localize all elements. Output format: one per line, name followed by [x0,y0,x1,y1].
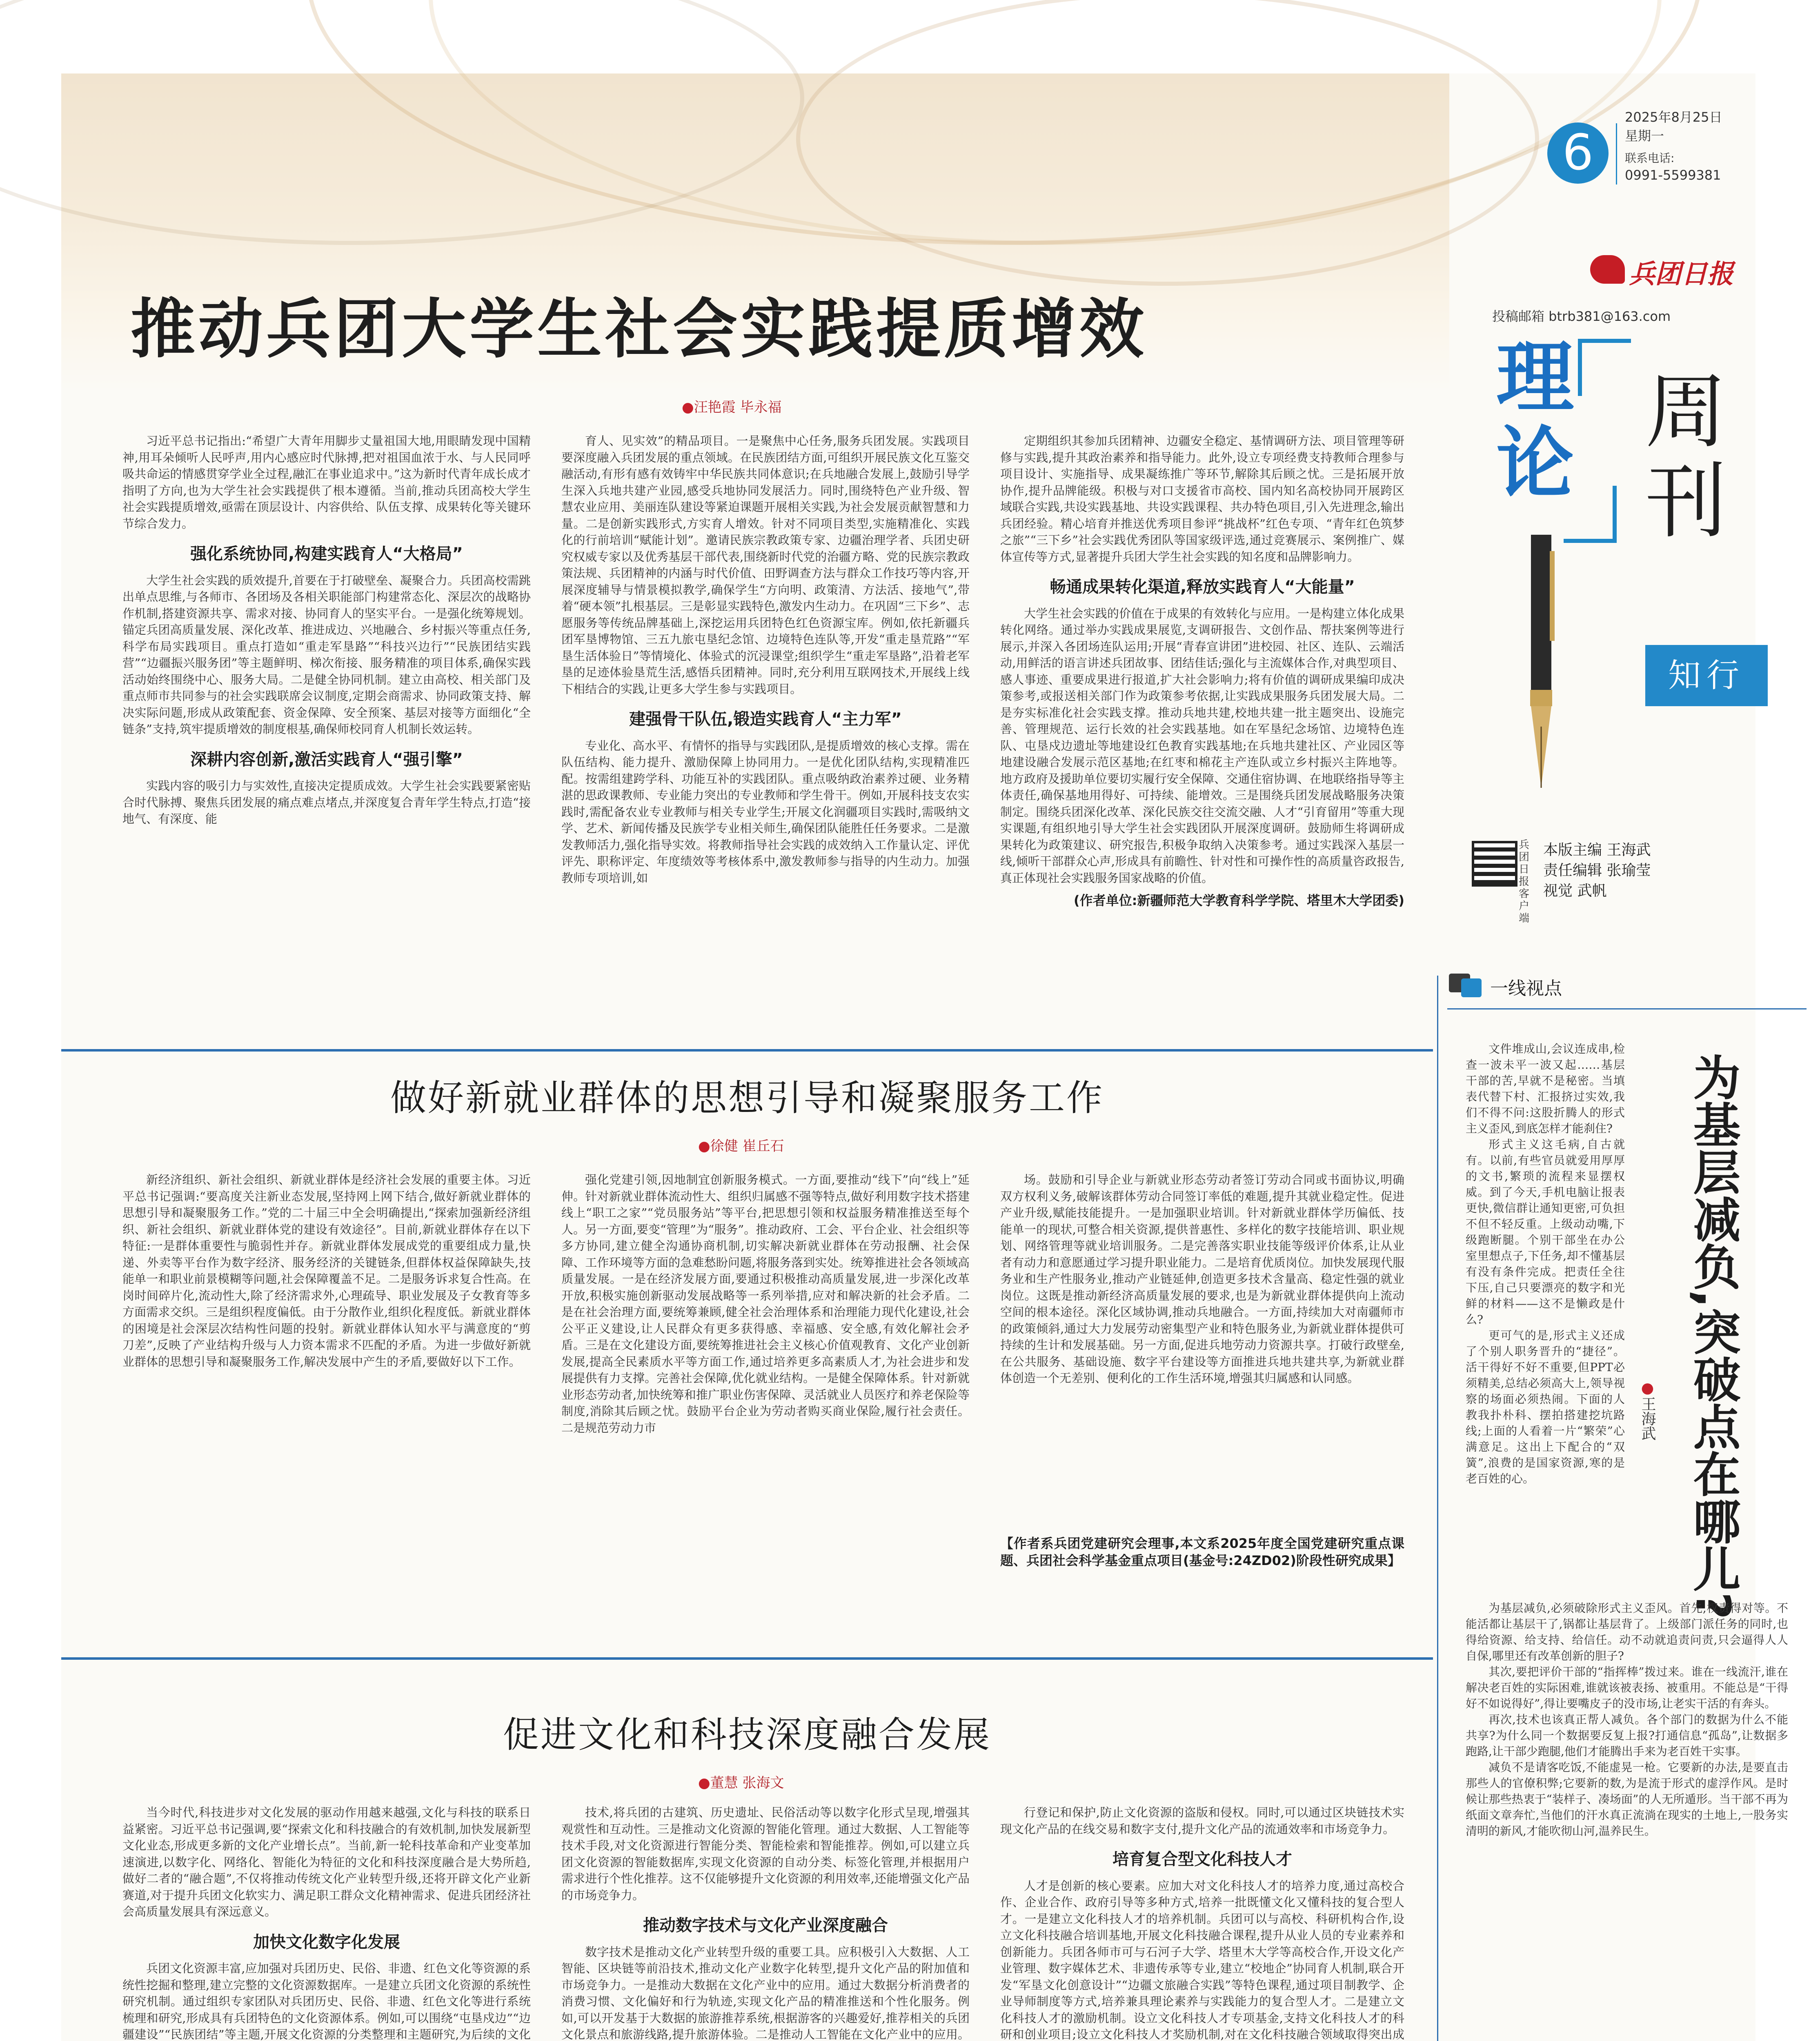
page-number: 6 [1547,122,1609,184]
article3-subhead-1: 加快文化数字化发展 [253,1932,400,1952]
article2-paragraph: 新经济组织、新社会组织、新就业群体是经济社会发展的重要主体。习近平总书记强调:“要高度关注新业态发展,坚持网上网下结合,做好新就业群体的思想引导和凝聚服务工作。”党的二十届三中全会明确提出,“探索加强新经济组织、新社会组织、新就业群体党的建设有效途径”。目前,新就业群体存在以下特征:一是群体重要性与脆弱性并存。新就业群体发展成党的重要组成力量,快递、外卖等平台作为数字经济、服务经济的关键链条,但群体权益保障缺失,技能单一和职业前景模糊等问题,社会保障覆盖不足。二是服务诉求复合性高。在岗时间碎片化,流动性大,除了经济需求外,心理疏导、职业发展及子女教育等多方面需求交织。三是组织程度偏低。由于分散作业,组织化程度低。新就业群体的困境是社会深层次结构性问题的投射。新就业群体认知水平与满意度的“剪刀差”,反映了产业结构升级与人力资本需求不匹配的矛盾。为进一步做好新就业群体的思想引导和凝聚服务工作,解决发展中产生的矛盾,要做好以下工作。 [122,1173,531,1369]
submission-email: 投稿邮箱 btrb381@163.com [1492,309,1671,324]
article2-column-3 [1000,1172,1404,1641]
editor-credits [1543,840,1651,901]
article3-paragraph: 兵团文化资源丰富,应加强对兵团历史、民俗、非遗、红色文化等资源的系统性挖掘和整理,建立完整的文化资源数据库。一是建立兵团文化资源的系统性研究机制。通过组织专家团队对兵团历史、民俗、非遗、红色文化等进行系统梳理和研究,形成具有兵团特色的文化资源体系。例如,可以围绕“屯垦戍边”“边疆建设”“民族团结”等主题,开展文化资源的分类整理和主题研究,为后续的文化 [122,1961,531,2041]
article2-author-note: 【作者系兵团党建研究会理事,本文系2025年度全国党建研究重点课题、兵团社会科学基金重点项目(基金号:24ZD02)阶段性研究成果】 [1000,1536,1404,1568]
side-paragraph: 减负不是请客吃饭,不能虚晃一枪。它要新的办法,是要直击那些人的官僚积弊;它要新的数,为是流于形式的虚浮作风。是时候让那些热衷于“装样子、凑场面”的人无所遁形。当干部不再为纸面文章奔忙,当他们的汗水真正流淌在现实的土地上,一股务实清明的新风,才能吹彻山河,温养民生。 [1466,1761,1788,1838]
side-article-title: 为基层减负,突破点在哪儿? [1685,1053,1740,1620]
bracket-top-left [1578,339,1631,396]
side-article-author: ● 王海武 [1637,1380,1658,1502]
article1-paragraph: 大学生社会实践的质效提升,首要在于打破壁垒、凝聚合力。兵团高校需跳出单点思维,与各师市、各团场及各相关职能部门构建常态化、深层次的战略协作机制,搭建资源共享、需求对接、协同育人的坚实平台。一是强化统筹规划。锚定兵团高质量发展、深化改革、推进成边、兴地融合、乡村振兴等重点任务,科学布局实践项目。重点打造如“重走军垦路”“科技兴边行”“民族团结实践营”“边疆振兴服务团”等主题鲜明、梯次衔接、服务精准的项目体系,确保实践活动始终围绕中心、服务大局。二是健全协同机制。建立由高校、相关部门及重点师市共同参与的社会实践联席会议制度,定期会商需求、协同政策支持、解决实际问题,形成从政策配套、资金保障、安全预案、基层对接等方面细化“全链条”支持,筑牢提质增效的制度根基,确保师校同育人机制长效运转。 [122,573,531,736]
phone-number: 0991-5599381 [1625,167,1721,183]
article1-author-note: (作者单位:新疆师范大学教育科学学院、塔里木大学团委) [1073,893,1404,908]
article1-paragraph: 定期组织其参加兵团精神、边疆安全稳定、基情调研方法、项目管理等研修与实践,提升其政治素养和指导能力。此外,设立专项经费支持教师合理参与项目设计、实施指导、成果凝练推广等环节,解除其后顾之忧。三是拓展开放协作,提升品牌能级。积极与对口支援省市高校、国内知名高校协同开展跨区域联合实践,共设实践基地、共设实践课程、共办特色项目,引入先进理念,输出兵团经验。精心培育并推送优秀项目参评“挑战杯”红色专项、“青年红色筑梦之旅”“三下乡”社会实践优秀团队等国家级评选,通过竞赛展示、案例推广、媒体宣传等方式,显著提升兵团大学生社会实践的知名度和品牌影响力。 [1000,434,1404,564]
side-column-rule [1437,976,1438,2041]
article1-subhead-2: 深耕内容创新,激活实践育人“强引擎” [190,750,463,769]
side-paragraph: 为基层减负,必须破除形式主义歪风。首先,权责得对等。不能活都让基层干了,锅都让基层背了。上级部门派任务的同时,也得给资源、给支持、给信任。动不动就追责问责,只会逼得人人自保,哪里还有改革创新的胆子? [1466,1601,1788,1663]
side-paragraph: 再次,技术也该真正帮人减负。各个部门的数据为什么不能共享?为什么同一个数据要反复上报?打通信息“孤岛”,让数据多跑路,让干部少跑腿,他们才能腾出手来为老百姓干实事。 [1466,1713,1788,1758]
side-paragraph: 文件堆成山,会议连成串,检查一波未平一波又起……基层干部的苦,早就不是秘密。当填表代替下村、汇报挤过实效,我们不得不问:这股折腾人的形式主义歪风,到底怎样才能刹住? [1466,1042,1625,1135]
issue-date: 2025年8月25日 [1625,109,1722,125]
article1-title: 推动兵团大学生社会实践提质增效 [131,292,1147,367]
side-column-name: 一线视点 [1490,978,1562,999]
fountain-pen-icon [1511,535,1572,820]
article1-paragraph: 专业化、高水平、有情怀的指导与实践团队,是提质增效的核心支撑。需在队伍结构、能力提升、激励保障上协同用力。一是优化团队结构,实现精准匹配。按需组建跨学科、功能互补的实践团队。重点吸纳政治素养过硬、业务精湛的思政课教师、专业能力突出的专业教师和学生骨干。例如,开展科技支农实践时,需配备农业专业教师与相关专业学生;开展文化润疆项目实践时,需吸纳文学、艺术、新闻传播及民族学专业相关师生,确保团队能胜任任务要求。二是激发教师活力,强化指导实效。将教师指导社会实践的成效纳入工作量认定、评优评先、职称评定、年度绩效等考核体系中,激发教师参与指导的内生动力。加强教师专项培训,如 [561,738,970,885]
editor-responsible: 责任编辑 张瑜莹 [1543,862,1651,879]
article3-column-3 [1000,1804,1404,2041]
side-rule [1447,1008,1807,1009]
editor-visual: 视觉 武帆 [1543,883,1607,899]
article3-paragraph: 当今时代,科技进步对文化发展的驱动作用越来越强,文化与科技的联系日益紧密。习近平总书记强调,要“探索文化和科技融合的有效机制,加快发展新型文化业态,形成更多新的文化产业增长点”。当前,新一轮科技革命和产业变革加速演进,以数字化、网络化、智能化为特征的文化和科技深度融合是大势所趋,做好二者的“融合题”,不仅将推动传统文化产业转型升级,还将开辟文化产业新赛道,对于提升兵团文化软实力、满足职工群众文化精神需求、促进兵团经济社会高质量发展具有深远意义。 [122,1805,531,1919]
article1-column-1 [122,433,531,1025]
article3-subhead-3: 培育复合型文化科技人才 [1112,1850,1292,1869]
side-column-text-lower [1466,1600,1788,2041]
article1-paragraph: 实践内容的吸引力与实效性,直接决定提质成效。大学生社会实践要紧密贴合时代脉搏、聚焦兵团发展的痛点难点堵点,并深度复合青年学生特点,打造“接地气、有深度、能 [122,779,531,826]
article3-byline: ● 董慧 张海文 [698,1772,784,1792]
article3-subhead-2: 推动数字技术与文化产业深度融合 [643,1916,888,1935]
article2-paragraph: 场。鼓励和引导企业与新就业形态劳动者签订劳动合同或书面协议,明确双方权利义务,破解该群体劳动合同签订率低的难题,提升其就业稳定性。促进产业升级,赋能技能提升。一是加强职业培训。针对新就业群体学历偏低、技能单一的现状,可整合相关资源,提供普惠性、多样化的数字技能培训、职业规划、网络管理等就业培训服务。二是完善落实职业技能等级评价体系,让从业者有动力和意愿通过学习提升职业能力。二是培育优质岗位。加快发展现代服务业和生产性服务业,推动产业链延伸,创造更多技术含量高、稳定性强的就业岗位。这既是推动新经济高质量发展的要求,也是为新就业群体提供向上流动空间的根本途径。深化区域协调,推动兵地融合。一方面,持续加大对南疆师市的政策倾斜,通过大力发展劳动密集型产业和特色服务业,为新就业群体提供可持续的生计和发展基础。另一方面,促进兵地劳动力资源共享。打破行政壁垒,在公共服务、基础设施、数字平台建设等方面推进兵地共建共享,为新就业群体创造一个无差别、便利化的工作生活环境,增强其归属感和认同感。 [1000,1173,1404,1385]
side-paragraph: 更可气的是,形式主义还成了个别人职务晋升的“捷径”。活干得好不好不重要,但PPT必须精美,总结必须高大上,领导视察的场面必须热闹。下面的人教我扑朴科、摆拍搭建挖坑路线;上面的人看着一片“繁荣”心满意足。这出上下配合的“双簧”,浪费的是国家资源,寒的是老百姓的心。 [1466,1329,1625,1485]
newspaper-logo: 兵团日报 [1629,259,1733,289]
article3-column-1 [122,1804,531,2041]
section-rule [61,1657,1433,1660]
article3-paragraph: 人才是创新的核心要素。应加大对文化科技人才的培养力度,通过高校合作、企业合作、政府引导等多种方式,培养一批既懂文化又懂科技的复合型人才。一是建立文化科技人才的培养机制。兵团可以与高校、科研机构合作,设立文化科技融合培训基地,开展文化科技融合课程,提升从业人员的专业素养和创新能力。兵团各师市可与石河子大学、塔里木大学等高校合作,开设文化产业管理、数字媒体艺术、非遗传承等专业,建立“校地企”协同育人机制,联合开发“军垦文化创意设计”“边疆文旅融合实践”等特色课程,通过项目制教学、企业导师制度等方式,培养兼具理论素养与实践能力的复合型人才。二是建立文化科技人才的激励机制。设立文化科技人才专项基金,支持文化科技人才的科研和创业项目;设立文化科技人才奖励机制,对在文化科技融合领域取得突出成 [1000,1879,1404,2041]
article1-subhead-3: 建强骨干队伍,锻造实践育人“主力军” [629,710,902,729]
article1-column-2 [561,433,970,1025]
header-divider [1616,123,1617,185]
article1-paragraph: 大学生社会实践的价值在于成果的有效转化与应用。一是构建立体化成果转化网络。通过举办实践成果展览,支调研报告、文创作品、帮扶案例等进行展示,并深入各团场连队运用;开展“青春宣讲团”进校园、社区、连队、云端活动,用鲜活的语言讲述兵团故事、团结佳话;强化与主流媒体合作,对典型项目、感人事迹、重要成果进行报道,扩大社会影响力;将有价值的调研成果编印成决策参考,或报送相关部门作为政策参考依据,让实践成果服务兵团发展大局。二是夯实标准化社会实践支撑。推动兵地共建,校地共建一批主题突出、设施完善、管理规范、运行长效的社会实践基地。如在军垦纪念场馆、边境特色连队、屯垦戍边遗址等地建设红色教育实践基地;在兵地共建社区、产业园区等地建设融合发展示范区基地;在红枣和棉花主产连队或立乡村振兴主阵地等。地方政府及援助单位要切实履行安全保障、交通住宿协调、在地联络指导等主体责任,确保基地用得好、可持续、能增效。三是围绕兵团发展战略服务决策制定。围绕兵团深化改革、深化民族交往交流交融、人才“引育留用”等重大现实课题,有组织地引导大学生社会实践团队开展深度调研。鼓励师生将调研成果转化为政策建议、研究报告,积极争取纳入决策参考。通过实践深入基层一线,倾听干部群众心声,形成具有前瞻性、针对性和可操作性的高质量咨政报告,真正体现社会实践服务国家战略的价值。 [1000,606,1404,885]
newspaper-page [61,73,1788,2041]
article2-paragraph: 强化党建引领,因地制宜创新服务模式。一方面,要推动“线下”向“线上”延伸。针对新就业群体流动性大、组织归属感不强等特点,做好利用数字技术搭建线上“职工之家”“党员服务站”等平台,把思想引领和权益服务精准推送至每个人。另一方面,要变“管理”为“服务”。推动政府、工会、平台企业、社会组织等多方协同,建立健全沟通协商机制,切实解决新就业群体在劳动报酬、社会保障、工作环境等方面的急难愁盼问题,将服务落到实处。统筹推进社会各领域高质量发展。一是在经济发展方面,要通过积极推动高质量发展,进一步深化改革开放,积极实施创新驱动发展战略等一系列举措,应对和解决新的社会矛盾。二是在社会治理方面,要统筹兼顾,健全社会治理体系和治理能力现代化建设,社会公平正义建设,让人民群众有更多获得感、幸福感、安全感,有效化解社会矛盾。三是在文化建设方面,要统筹推进社会主义核心价值观教育、文化产业创新发展,提高全民素质水平等方面工作,通过培养更多高素质人才,为社会进步和发展提供有力支撑。完善社会保障,优化就业结构。一是健全保障体系。针对新就业形态劳动者,加快统筹和推广职业伤害保障、灵活就业人员医疗和养老保险等制度,消除其后顾之忧。鼓励平台企业为劳动者购买商业保险,履行社会责任。二是规范劳动力市 [561,1173,970,1435]
issue-weekday: 星期一 [1625,128,1664,144]
phone-label: 联系电话: [1625,151,1675,165]
article2-byline: ● 徐健 崔丘石 [698,1135,784,1155]
newspaper-logo-icon [1590,255,1625,284]
editor-chief: 本版主编 王海武 [1543,842,1651,858]
article1-paragraph: 育人、见实效”的精品项目。一是聚焦中心任务,服务兵团发展。实践项目要深度融入兵团发展的重点领域。在民族团结方面,可组织开展民族文化互鉴交融活动,有形有感有效铸牢中华民族共同体意识;在兵地融合发展上,鼓励引导学生深入兵地共建产业园,感受兵地协同发展活力。同时,围绕特色产业升级、智慧农业应用、美丽连队建设等紧迫课题开展相关实践,为社会发展贡献智慧和力量。二是创新实践形式,方实育人增效。针对不同项目类型,实施精准化、实践化的行前培训“赋能计划”。邀请民族宗教政策专家、边疆治理学者、兵团史研究权威专家以及优秀基层干部代表,围绕新时代党的治疆方略、党的民族宗教政策法规、兵团精神的内涵与时代价值、田野调查方法与群众工作技巧等内容,开展深度辅导与情景模拟教学,确保学生“方向明、政策清、方法活、接地气”,带着“硬本领”扎根基层。三是彰显实践特色,激发内生动力。在巩固“三下乡”、志愿服务等传统品牌基础上,深挖运用兵团特色红色资源宝库。例如,依托新疆兵团军垦博物馆、三五九旅屯垦纪念馆、边境特色连队等,开发“重走垦荒路”“军垦生活体验日”等情境化、体验式的沉浸课堂;组织学生“重走军垦路”,沿着老军垦的足迹体验垦荒生活,感悟兵团精神。同时,充分利用互联网技术,开展线上线下相结合的实践,让更多大学生参与实践项目。 [561,434,970,696]
speech-bubble-icon [1447,969,1484,1002]
section-title-theory: 理论 [1496,332,1574,509]
side-paragraph: 形式主义这毛病,自古就有。以前,有些官员就爱用厚厚的文书,繁琐的流程来显摆权威。到了今天,手机电脑让报表更快,微信群让通知更密,可负担不但不轻反重。上级动动嘴,下级跑断腿。个别干部坐在办公室里想点子,下任务,却不懂基层有没有条件完成。把责任全往下压,自己只要漂亮的数字和光鲜的材料——这不是懒政是什么? [1466,1138,1625,1326]
qr-code[interactable] [1472,841,1517,887]
qr-label: 兵团日报客户端 [1519,839,1530,925]
column-badge: 知行 [1645,645,1768,706]
article3-paragraph: 技术,将兵团的古建筑、历史遗址、民俗活动等以数字化形式呈现,增强其观赏性和互动性。三是推动文化资源的智能化管理。通过大数据、人工智能等技术手段,对文化资源进行智能分类、智能检索和智能推荐。例如,可以建立兵团文化资源的智能数据库,实现文化资源的自动分类、标签化管理,并根据用户需求进行个性化推荐。这不仅能够提升文化资源的利用效率,还能增强文化产品的市场竞争力。 [561,1805,970,1902]
section-title-weekly: 周刊 [1645,365,1727,549]
article3-column-2 [561,1804,970,2041]
article3-paragraph: 数字技术是推动文化产业转型升级的重要工具。应积极引入大数据、人工智能、区块链等前沿技术,推动文化产业数字化转型,提升文化产品的附加值和市场竞争力。一是推动大数据在文化产业中的应用。通过大数据分析消费者的消费习惯、文化偏好和行为轨迹,实现文化产品的精准推送和个性化服务。例如,可以开发基于大数据的旅游推荐系统,根据游客的兴趣爱好,推荐相关的兵团文化景点和旅游线路,提升旅游体验。二是推动人工智能在文化产业中的应用。 [561,1945,970,2041]
article1-paragraph: 习近平总书记指出:“希望广大青年用脚步丈量祖国大地,用眼睛发现中国精神,用耳朵倾听人民呼声,用内心感应时代脉搏,把对祖国血浓于水、与人民同呼吸共命运的情感贯穿学业全过程,融汇在事业追求中。”这为新时代青年成长成才指明了方向,也为大学生社会实践提供了根本遵循。当前,推动兵团高校大学生社会实践提质增效,亟需在顶层设计、内容供给、队伍支撑、成果转化等关键环节综合发力。 [122,434,531,531]
article1-column-3 [1000,433,1404,1025]
side-paragraph: 其次,要把评价干部的“指挥棒”拨过来。谁在一线流汗,谁在解决老百姓的实际困难,谁就该被表扬、被重用。不能总是“干得好不如说得好”,得让要嘴皮子的没市场,让老实干活的有奔头。 [1466,1665,1788,1710]
article2-title: 做好新就业群体的思想引导和凝聚服务工作 [390,1077,1104,1119]
section-rule [61,1049,1433,1052]
article2-column-2 [561,1172,970,1641]
article1-subhead-1: 强化系统协同,构建实践育人“大格局” [190,545,463,563]
side-column-text-upper [1466,1041,1625,1592]
article2-column-1 [122,1172,531,1641]
article1-byline: ● 汪艳霞 毕永福 [682,396,781,416]
article3-paragraph: 行登记和保护,防止文化资源的盗版和侵权。同时,可以通过区块链技术实现文化产品的在线交易和数字支付,提升文化产品的流通效率和市场竞争力。 [1000,1805,1404,1836]
article3-title: 促进文化和科技深度融合发展 [503,1714,991,1756]
article1-subhead-4: 畅通成果转化渠道,释放实践育人“大能量” [1050,578,1355,596]
